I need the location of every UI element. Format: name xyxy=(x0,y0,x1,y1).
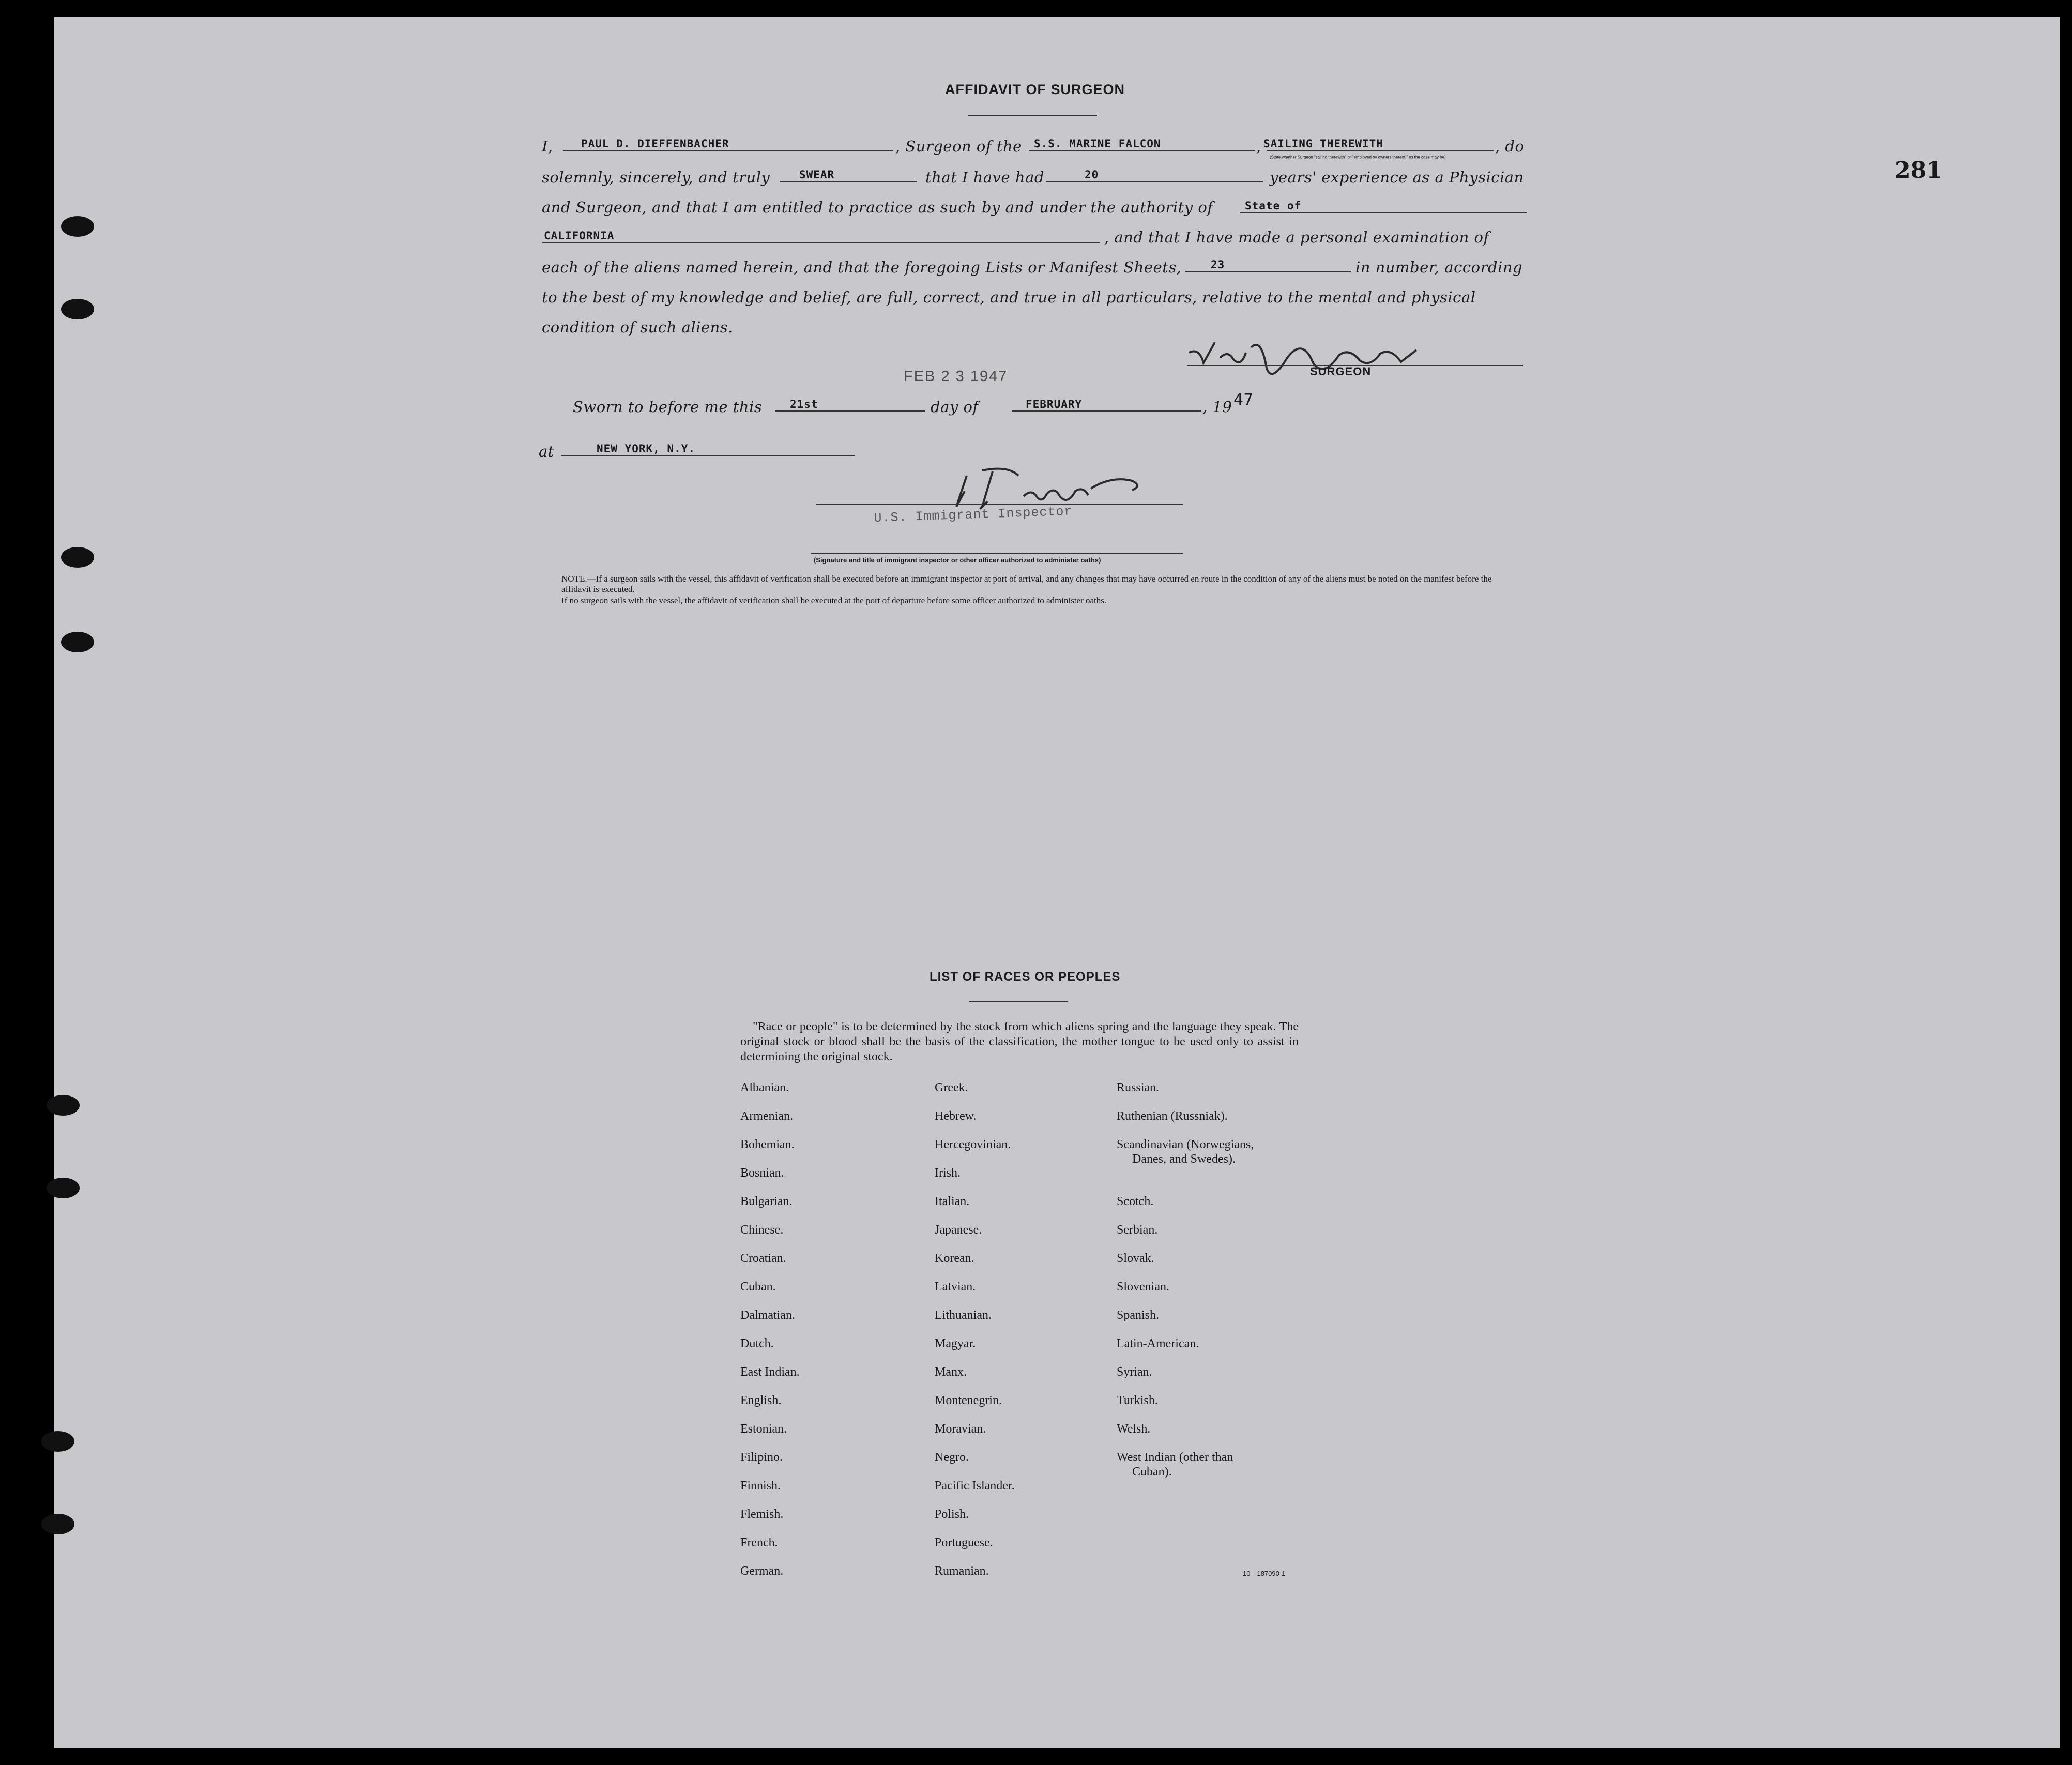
races-title-rule xyxy=(969,1001,1068,1002)
authority: State of xyxy=(1245,200,1302,212)
race-item: Moravian. xyxy=(935,1422,986,1436)
race-item: Albanian. xyxy=(740,1081,789,1094)
race-item: Russian. xyxy=(1117,1081,1160,1094)
sworn-year: 47 xyxy=(1233,391,1254,409)
line7: condition of such aliens. xyxy=(542,318,733,336)
sworn-pre: Sworn to before me this xyxy=(573,398,763,416)
race-item: Flemish. xyxy=(740,1508,784,1521)
sworn-day-field xyxy=(775,410,925,412)
race-item: Scotch. xyxy=(1117,1195,1154,1208)
line2-mid: that I have had xyxy=(925,169,1044,186)
vessel-name: S.S. MARINE FALCON xyxy=(1034,138,1161,150)
line4-post: , and that I have made a personal examination of xyxy=(1104,229,1489,246)
race-item: Montenegrin. xyxy=(935,1394,1002,1407)
place-field xyxy=(561,455,855,456)
race-item: Bulgarian. xyxy=(740,1195,793,1208)
race-item: Rumanian. xyxy=(935,1564,989,1578)
surgeon-name-field xyxy=(563,150,893,151)
race-item: Dalmatian. xyxy=(740,1308,795,1322)
race-item: Latin-American. xyxy=(1117,1337,1199,1350)
place-value: NEW YORK, N.Y. xyxy=(597,443,696,455)
race-item: Filipino. xyxy=(740,1451,783,1464)
surgeon-signature xyxy=(1184,327,1432,389)
document-page xyxy=(54,17,2060,1748)
race-item: Cuban. xyxy=(740,1280,776,1294)
race-item: Serbian. xyxy=(1117,1223,1158,1237)
race-item: Negro. xyxy=(935,1451,969,1464)
race-item: Portuguese. xyxy=(935,1536,993,1549)
binder-hole xyxy=(61,547,94,568)
inspector-stamp: U.S. Immigrant Inspector xyxy=(874,504,1073,526)
binder-hole xyxy=(61,632,94,652)
race-item: French. xyxy=(740,1536,778,1549)
race-item: Dutch. xyxy=(740,1337,774,1350)
race-item: Ruthenian (Russniak). xyxy=(1117,1109,1228,1123)
line1-mid: , Surgeon of the xyxy=(895,138,1022,155)
line3-text: and Surgeon, and that I am entitled to practice as such by and under the authority of xyxy=(542,199,1213,216)
race-item: Welsh. xyxy=(1117,1422,1151,1436)
race-item: Chinese. xyxy=(740,1223,784,1237)
race-item: Korean. xyxy=(935,1252,974,1265)
line6: to the best of my knowledge and belief, are full, correct, and true in all particulars, relative to the mental and physical xyxy=(542,288,1476,306)
race-item: Pacific Islander. xyxy=(935,1479,1015,1493)
place-pre: at xyxy=(539,443,554,460)
sworn-month: FEBRUARY xyxy=(1026,398,1083,410)
oath-field xyxy=(780,181,917,182)
sworn-year-prefix: , 19 xyxy=(1202,398,1232,416)
race-item: Syrian. xyxy=(1117,1365,1152,1379)
race-item: Finnish. xyxy=(740,1479,781,1493)
races-title: LIST OF RACES OR PEOPLES xyxy=(930,970,1121,984)
surgeon-status: SAILING THEREWITH xyxy=(1263,138,1383,150)
race-item: English. xyxy=(740,1394,782,1407)
line1-post: , do xyxy=(1495,138,1525,155)
sheets-field xyxy=(1185,271,1351,272)
status-instruction: (State whether Surgeon "sailing therewith" or "employed by owners thereof," as the case may be) xyxy=(1270,155,1446,160)
surgeon-label: SURGEON xyxy=(1310,365,1372,378)
authority-cont-field xyxy=(542,242,1100,243)
race-item: Italian. xyxy=(935,1195,970,1208)
years-experience: 20 xyxy=(1085,169,1099,181)
binder-hole xyxy=(47,1095,80,1116)
race-item: German. xyxy=(740,1564,784,1578)
race-item: East Indian. xyxy=(740,1365,800,1379)
race-item: Hercegovinian. xyxy=(935,1138,1011,1151)
race-item: Bohemian. xyxy=(740,1138,795,1151)
race-item: Manx. xyxy=(935,1365,967,1379)
race-item: Japanese. xyxy=(935,1223,982,1237)
sworn-month-field xyxy=(1012,410,1201,412)
inspector-caption-line xyxy=(811,553,1183,554)
race-item: Croatian. xyxy=(740,1252,786,1265)
race-item: Armenian. xyxy=(740,1109,793,1123)
race-item: Danes, and Swedes). xyxy=(1132,1152,1236,1166)
date-stamp: FEB 2 3 1947 xyxy=(904,368,1008,385)
years-field xyxy=(1046,181,1263,182)
binder-hole xyxy=(41,1431,74,1452)
authority-field xyxy=(1240,212,1527,213)
manifest-sheet-count: 23 xyxy=(1211,258,1225,271)
race-item: Lithuanian. xyxy=(935,1308,992,1322)
line5-post: in number, according xyxy=(1355,258,1523,276)
race-item: Polish. xyxy=(935,1508,969,1521)
note-paragraph-2: If no surgeon sails with the vessel, the affidavit of verification shall be executed at the port of departure before some officer authorized to administer oaths. xyxy=(561,596,1107,605)
race-item: Irish. xyxy=(935,1166,961,1180)
binder-hole xyxy=(61,299,94,319)
race-item: Hebrew. xyxy=(935,1109,977,1123)
note-paragraph-1: NOTE.—If a surgeon sails with the vessel, this affidavit of verification shall be executed before an immigrant inspector at port of arrival, and any changes that may have occurred en route in the condition of any of the aliens must be noted on the manifest before the affidavit is executed. xyxy=(561,574,1492,594)
race-item: Estonian. xyxy=(740,1422,787,1436)
inspector-signature-line xyxy=(816,504,1183,505)
sworn-day: 21st xyxy=(790,398,818,410)
line1-comma: , xyxy=(1256,138,1261,155)
form-code: 10—187090-1 xyxy=(1243,1570,1286,1577)
race-item: Magyar. xyxy=(935,1337,976,1350)
binder-hole xyxy=(61,216,94,237)
binder-hole xyxy=(41,1514,74,1534)
inspector-caption: (Signature and title of immigrant inspector or other officer authorized to administer oaths) xyxy=(814,556,1101,564)
race-item: Slovenian. xyxy=(1117,1280,1169,1294)
race-item: Greek. xyxy=(935,1081,968,1094)
race-item: Latvian. xyxy=(935,1280,976,1294)
oath-type: SWEAR xyxy=(799,169,835,181)
page-number: 281 xyxy=(1895,157,1942,184)
binder-hole xyxy=(47,1178,80,1198)
affidavit-title: AFFIDAVIT OF SURGEON xyxy=(945,82,1125,97)
title-rule xyxy=(968,115,1097,116)
race-item: Cuban). xyxy=(1132,1465,1172,1479)
line2-pre: solemnly, sincerely, and truly xyxy=(542,169,770,186)
sworn-mid: day of xyxy=(931,398,979,416)
surgeon-name: PAUL D. DIEFFENBACHER xyxy=(581,138,729,150)
line1-pre: I, xyxy=(542,138,553,155)
race-item: Turkish. xyxy=(1117,1394,1158,1407)
status-field xyxy=(1267,150,1494,151)
race-item: Bosnian. xyxy=(740,1166,784,1180)
race-item: West Indian (other than xyxy=(1117,1451,1233,1464)
race-item: Spanish. xyxy=(1117,1308,1160,1322)
line2-post: years' experience as a Physician xyxy=(1270,169,1524,186)
vessel-field xyxy=(1029,150,1255,151)
authority-continued: CALIFORNIA xyxy=(544,230,615,242)
race-item: Scandinavian (Norwegians, xyxy=(1117,1138,1254,1151)
line5-pre: each of the aliens named herein, and that the foregoing Lists or Manifest Sheets, xyxy=(542,258,1182,276)
races-intro: "Race or people" is to be determined by the stock from which aliens spring and the language they speak. The original stock or blood shall be the basis of the classification, the mother tongue to be used only to assist in determining the original stock. xyxy=(740,1020,1299,1063)
race-item: Slovak. xyxy=(1117,1252,1154,1265)
